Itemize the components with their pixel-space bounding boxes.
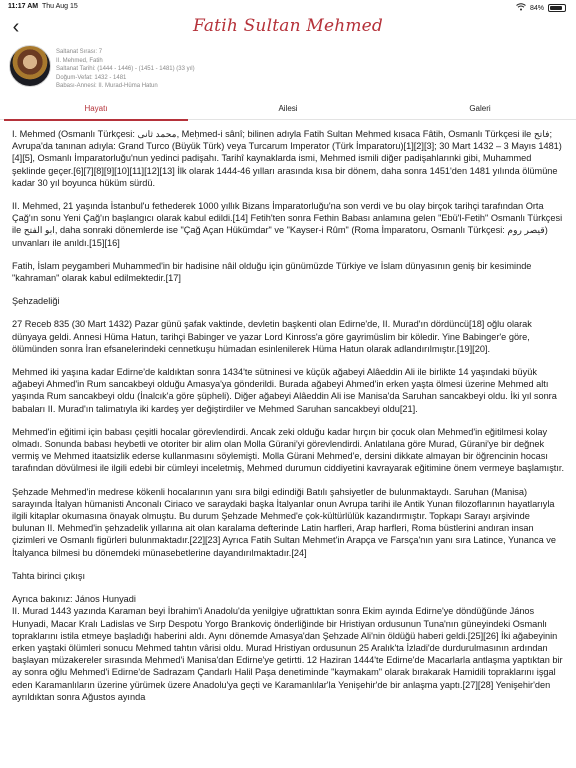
- page-title: Fatih Sultan Mehmed: [192, 16, 384, 36]
- status-date: Thu Aug 15: [42, 3, 78, 10]
- battery-percent: 84%: [529, 4, 544, 12]
- paragraph: 27 Receb 835 (30 Mart 1432) Pazar günü şafak vaktinde, devletin başkenti olan Edirne'de, II. Murad'ın dördüncü[18] oğlu olarak dünyaya geldi. Annesi Hüma Hatun, tarihçi Babinger ve yazar Lord Kinross'a göre gayrimüslim bir köledir. Yine Babinger'e göre, ölümünden sonra İran efsanelerindeki cennetkuşu hümadan esinlenilerek Hüma Hatun olarak adlandırılmıştır.[19][20].: [12, 319, 532, 354]
- tab-hayati[interactable]: Hayatı: [4, 98, 188, 120]
- profile-name: II. Mehmed, Fatih: [56, 57, 103, 64]
- profile-header: [0, 44, 576, 98]
- paragraph: Mehmed'in eğitimi için babası çeşitli hocalar görevlendirdi. Ancak zeki olduğu kadar hırçın bir çocuk olan Mehmed'in eğitilmesi kolay olmadı. Sonunda babası heybetli ve otoriter bir alim olan Molla Gürani'yi görevlendirdi. Anlatılana göre Murad, Gürani'ye bir değnek vermiş ve Mehmed itaatsizlik ederse kullanmasını söylemişti. Molla Gürani Mehmed'e, dersini dikkate almayan bir öğrencinin hocası tarafından dövülmesi ile ilgili edebi bir cümleyi inceletmiş, Mehmed durumun ciddiyetini kavrayarak eğitimine önem vermeye başlamıştır.: [12, 426, 564, 474]
- tab-ailesi[interactable]: Ailesi: [278, 104, 298, 113]
- paragraph: I. Mehmed (Osmanlı Türkçesi: محمد ثانى, Meḥmed-i sânî; bilinen adıyla Fatih Sultan Mehmed kısaca Fâtih, Osmanlı Türkçesi ile فاتح; Avrupa'da tanınan adıyla: Grand Turco (Büyük Türk) veya Turcarum Imperator (Türk İmparatoru)[1][2][3]; 30 Mart 1432 – 3 Mayıs 1481)[4][5], Osmanlı İmparatorluğu'nun yedinci padişahı. Tarihî kaynaklarda ismi, Mehmed ismili diğer padişahlarınki gibi, Muhammed şeklinde geçer.[6][7][8][9][10][11][12][13] İlk olarak 1444-46 yılları arasında kısa bir dönem, daha sonra 1451'den 1481 yılında ölümüne kadar 30 yıl boyunca hüküm sürdü.: [12, 129, 562, 188]
- paragraph: Ayrıca bakınız: János Hunyadi II. Murad 1443 yazında Karaman beyi İbrahim'i Anadolu'da yenilgiye uğrattıktan sonra Ekim ayında Edirne'ye döndüğünde János Hunyadi, Macar Kralı Ladislas ve Sırp Despotu Yorgo Brankoviç önderliğinde bir Hristiyan ordusunun Tuna'nın güneyindeki Osmanlı topraklarını istila etmeye başladığı haberini aldı. Aynı dönemde Amasya'dan Şehzade Ali'nin öldüğü haberi geldi.[25][26] İki ağabeyinin erken yaştaki ölümleri sonucu Mehmed tahtın vârisi oldu. Murad Hristiyan ordusunun 25 Aralık'ta İzladi'de durdurulmasının ardından başlayan müzakereler sırasında Mehmed'i Manisa'dan Edirne'ye getirtti. 12 Haziran 1444'te Edirne'de Macarlarla antlaşma yaptıktan bir ay sonra oğlu Mehmed'i Edirne'de Sadrazam Çandarlı Halil Paşa denetiminde "kaymakam" olarak bırakarak Hamidili topraklarını işgal eden Karamanlıların üzerine yürümek üzere Anadolu'ya geçti ve Karamanlılar'la Yenişehir'de bir anlaşma yaptı.[27][28] Yenişehir'den ayrıldıktan sonra Ağustos ayında: [12, 594, 563, 702]
- back-chevron-icon[interactable]: ‹: [12, 16, 20, 38]
- biography-content: [12, 128, 564, 768]
- section-heading: Şehzadeliği: [12, 296, 60, 307]
- tab-galeri[interactable]: Galeri: [469, 104, 491, 113]
- status-bar: [0, 0, 576, 14]
- profile-reign: Saltanat Tarihi: (1444 - 1446) - (1451 - 1481) (33 yıl): [56, 66, 195, 73]
- profile-parents: Babası-Annesi: II. Murad-Hüma Hatun: [56, 83, 158, 90]
- profile-birth-death: Doğum-Vefat: 1432 - 1481: [56, 74, 127, 81]
- profile-meta: [56, 48, 195, 91]
- paragraph: Mehmed iki yaşına kadar Edirne'de kaldıktan sonra 1434'te sütninesi ve küçük ağabeyi Alâeddin Ali ile birlikte 14 yaşındaki büyük ağabeyi Ahmed'in Rum sancakbeyi olduğu Amasya'ya gönderildi. Burada ağabeyi Ahmed'in erken yaşta ölmesi üzerine Mehmed altı yaşında Rum sancakbeyi oldu (İnalcık'a göre şüpheli). Diğer ağabeyi Alâeddin Ali ise Manisa'da Saruhan sancakbeyi oldu. İki yıl sonra babaları II. Murad'ın talimatıyla iki kardeş yer değiştirdiler ve Mehmed Saruhan sancakbeyi oldu[21].: [12, 367, 557, 414]
- paragraph: Şehzade Mehmed'in medrese kökenli hocalarının yanı sıra bilgi edindiği Batılı şahsiyetler de bulunmaktaydı. Saruhan (Manisa) sarayında İtalyan hümanisti Anconalı Ciriaco ve saraydaki başka İtalyanlar onun Avrupa tarihi ile Antik Yunan filozoflarının hayatlarıyla ilgili kitaplar okumasına önayak olmuştu. Bu durum Şehzade Mehmed'e çok-kültürlülük kazandırmıştır. Topkapı Sarayı arşivinde bulunan II. Mehmed'in şehzadelik yıllarına ait olan karalama defterinde Latin harfleri, Arap harfleri, Roma büstlerini andıran insan çizimleri ve Osmanlı figürleri bulunmaktadır.[22][23] Ayrıca Fatih Sultan Mehmet'in Arapça ve Farsça'nın yanı sıra Latince, Yunanca ve İtalyanca bilmesi bu dönemdeki münasebetlerine dayandırılmaktadır.[24]: [12, 486, 556, 558]
- section-heading: Tahta birinci çıkışı: [12, 570, 86, 581]
- wifi-icon: [516, 3, 526, 13]
- status-right: [516, 3, 566, 13]
- nav-bar: [0, 14, 576, 42]
- paragraph: Fatih, İslam peygamberi Muhammed'in bir hadisine nâil olduğu için günümüzde Türkiye ve İslam dünyasının geniş bir kesiminde "kahraman" olarak kabul edilmektedir.[17]: [12, 260, 532, 284]
- tab-bar: [0, 98, 576, 120]
- battery-icon: [548, 4, 566, 12]
- status-time: 11:17 AM: [8, 3, 39, 10]
- profile-order: Saltanat Sırası: 7: [56, 49, 103, 55]
- avatar: [9, 45, 51, 87]
- paragraph: II. Mehmed, 21 yaşında İstanbul'u fethederek 1000 yıllık Bizans İmparatorluğu'na son verdi ve bu olay birçok tarihçi tarafından Orta Çağ'ın sonu Yeni Çağ'ın başlangıcı olarak kabul edildi.[14] Fetih'ten sonra Fethin Babası anlamına gelen "Ebü'l-Fetih" Osmanlı Türkçesi ile ابو الفتح, daha sonraki dönemlerde ise "Çağ Açan Hükümdar" ve "Kayser-i Rûm" (Roma İmparatoru, Osmanlı Türkçesi: قيصر روم) unvanları ile anıldı.[15][16]: [12, 201, 563, 248]
